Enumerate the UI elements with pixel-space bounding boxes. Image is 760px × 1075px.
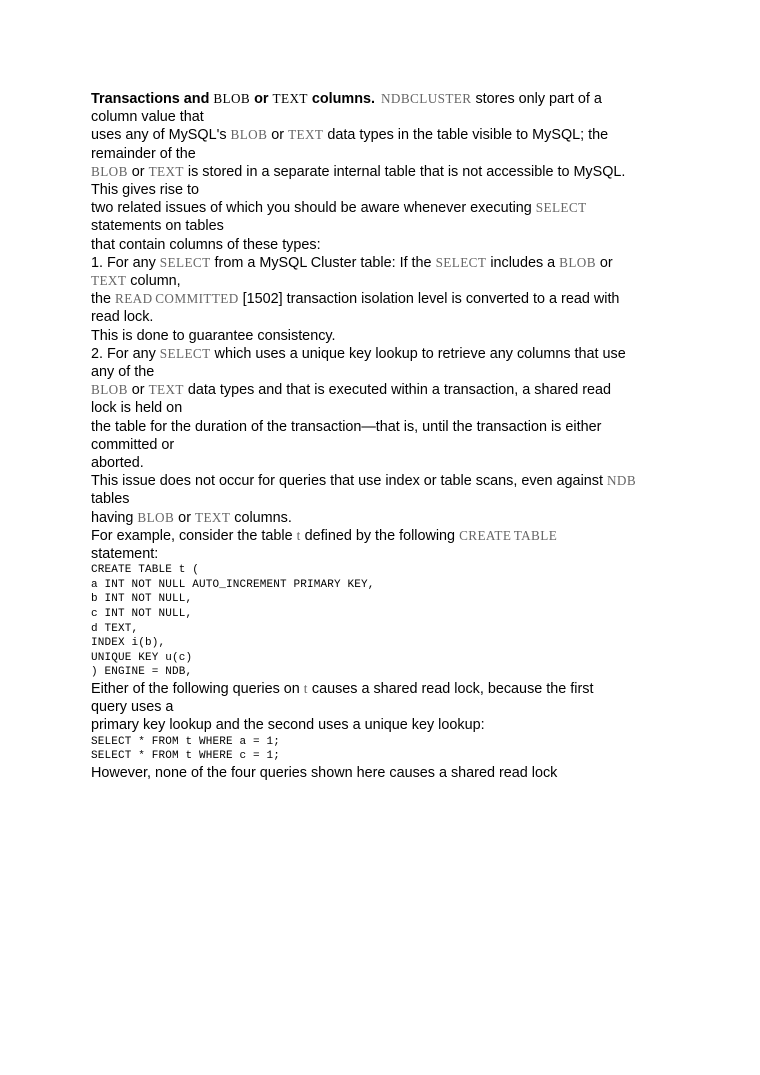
text-line: remainder of the [91,145,196,162]
code-term: TEXT [288,127,324,143]
code-line: b INT NOT NULL, [91,593,193,606]
text-line [91,527,673,545]
text-line: statements on tables [91,218,224,235]
text: column, [126,273,181,290]
text-line [91,509,673,527]
code-term: BLOB [137,509,175,525]
text: Either of the following queries on [91,681,304,698]
text-line [91,272,673,290]
text-line: primary key lookup and the second uses a unique key lookup: [91,717,485,734]
text: which uses a unique key lookup to retrieve any columns that use [210,345,626,362]
text-line: the table for the duration of the transaction—that is, until the transaction is either [91,418,602,435]
list-item-1 [91,254,673,345]
code-term: TEXT [194,509,231,525]
code-block-select [91,735,673,764]
text-line [91,199,673,217]
text-line: lock is held on [91,400,183,417]
text: two related issues of which you should be aware whenever executing [91,200,536,217]
text: 1. For any [91,254,160,271]
text: or [267,127,289,144]
code-term: NDBCLUSTER [381,91,472,106]
text-line: statement: [91,546,159,563]
code-line: SELECT * FROM t WHERE c = 1; [91,750,281,763]
text: For example, consider the table [91,527,297,544]
code-line: a INT NOT NULL AUTO_INCREMENT PRIMARY KEY, [91,578,375,591]
code-term: BLOB [91,163,128,179]
text-line: that contain columns of these types: [91,236,321,253]
text: defined by the following [300,527,460,544]
text: or [174,509,195,526]
text: having [91,509,138,526]
text-line: However, none of the four queries shown here causes a shared read lock [91,764,558,781]
intro-paragraph [91,90,673,254]
bold-text: Transactions and [91,91,214,107]
code-term: TEXT [272,91,308,106]
code-block-create-table [91,563,673,680]
text-line: read lock. [91,309,154,326]
scan-paragraph [91,472,673,563]
text-line [91,90,673,108]
code-line: d TEXT, [91,622,139,635]
text-line: tables [91,491,130,508]
text: the [91,291,116,308]
code-term: SELECT [435,254,487,270]
code-term: TEXT [148,382,184,398]
text-line: This is done to guarantee consistency. [91,327,336,344]
code-term: SELECT [535,200,587,216]
code-term: BLOB [230,127,268,143]
bold-text: columns. [307,91,375,107]
document-page [91,90,673,782]
code-term: TEXT [91,273,127,289]
code-term: t [303,681,308,697]
text-line: column value that [91,109,204,126]
bold-text: or [250,91,273,107]
text-line [91,381,673,399]
text: data types in the table visible to MySQL; the [323,127,609,144]
text: or [127,163,149,180]
code-term: TEXT [148,163,184,179]
text-line: This gives rise to [91,182,199,199]
text-line [91,163,673,181]
text: [1502] transaction isolation level is converted to a read with [238,291,620,308]
text-line [91,680,673,698]
code-term: NDB [606,473,637,489]
text-line: any of the [91,364,155,381]
text-line [91,290,673,308]
code-line: ) ENGINE = NDB, [91,666,193,679]
text: from a MySQL Cluster table: If the [210,254,436,271]
code-line: CREATE TABLE t ( [91,564,200,577]
text: includes a [486,254,560,271]
lookup-paragraph [91,680,673,735]
text-line: aborted. [91,455,144,472]
text: columns. [230,509,292,526]
text: uses any of MySQL's [91,127,231,144]
text: is stored in a separate internal table that is not accessible to MySQL. [183,163,626,180]
text: stores only part of a [471,91,602,107]
text: or [127,382,149,399]
text-line: committed or [91,436,175,453]
code-term: BLOB [559,254,596,270]
text: 2. For any [91,345,160,362]
code-term: t [296,527,301,543]
code-term: CREATE TABLE [459,527,558,543]
text-line [91,472,673,490]
code-line: SELECT * FROM t WHERE a = 1; [91,735,281,748]
text-line: query uses a [91,699,174,716]
code-line: c INT NOT NULL, [91,608,193,621]
code-line: UNIQUE KEY u(c) [91,651,193,664]
code-term: READ COMMITTED [115,291,239,307]
text: causes a shared read lock, because the first [307,681,594,698]
text: This issue does not occur for queries that use index or table scans, even against [91,473,607,490]
code-term: BLOB [91,382,128,398]
code-term: BLOB [213,91,251,106]
text-line [91,254,673,272]
code-term: SELECT [159,254,211,270]
list-item-2 [91,345,673,472]
text: or [595,254,613,271]
text-line [91,345,673,363]
code-line: INDEX i(b), [91,637,166,650]
code-term: SELECT [159,345,211,361]
text-line [91,126,673,144]
text: data types and that is executed within a transaction, a shared read [183,382,612,399]
final-paragraph [91,764,673,782]
